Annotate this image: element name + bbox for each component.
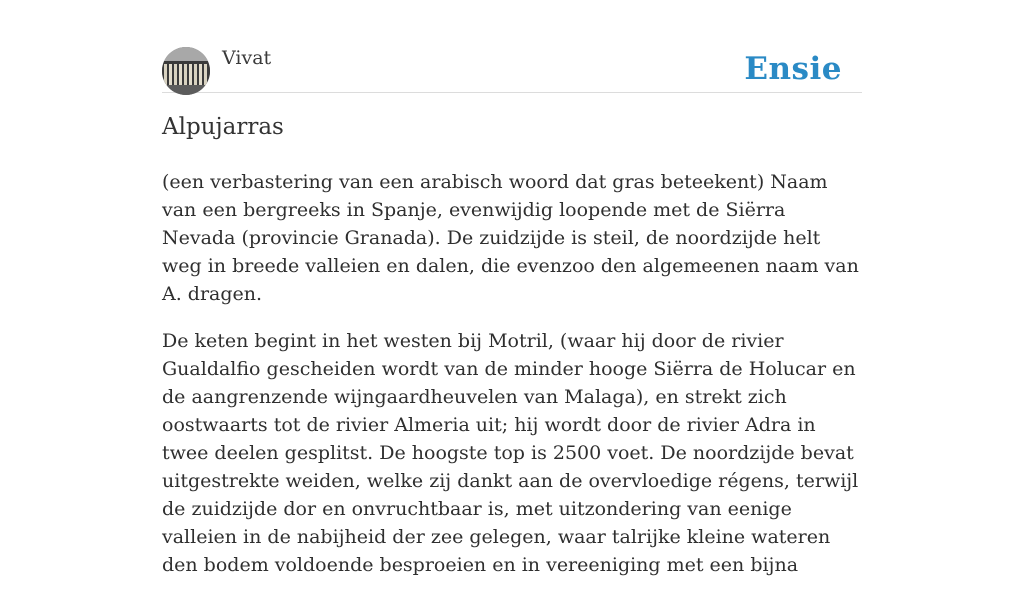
author-name[interactable]: Vivat	[222, 47, 272, 69]
page-title: Alpujarras	[162, 114, 284, 140]
brand-logo[interactable]: Ensie	[744, 51, 842, 87]
article-body	[162, 168, 862, 598]
header	[162, 46, 862, 93]
paragraph: (een verbastering van een arabisch woord dat gras beteekent) Naam van een bergreeks in Spanje, evenwijdig loopende met de Siërra Nevada (provincie Granada). De zuidzijde is steil, de noordzijde helt weg in breede valleien en dalen, die evenzoo den algemeenen naam van A. dragen.	[162, 171, 859, 305]
avatar-image	[162, 47, 210, 95]
paragraph: De keten begint in het westen bij Motril, (waar hij door de rivier Gualdalfio gescheiden wordt van de minder hooge Siërra de Holucar en de aangrenzende wijngaardheuvelen van Malaga), en strekt zich oostwaarts tot de rivier Almeria uit; hij wordt door de rivier Adra in twee deelen gesplitst. De hoogste top is 2500 voet. De noordzijde bevat uitgestrekte weiden, welke zij dankt aan de overvloedige régens, terwijl de zuidzijde dor en onvruchtbaar is, met uitzondering van eenige valleien in de nabijheid der zee gelegen, waar talrijke kleine wateren den bodem voldoende besproeien en in vereeniging met een bijna	[162, 330, 859, 576]
avatar[interactable]	[162, 47, 210, 95]
